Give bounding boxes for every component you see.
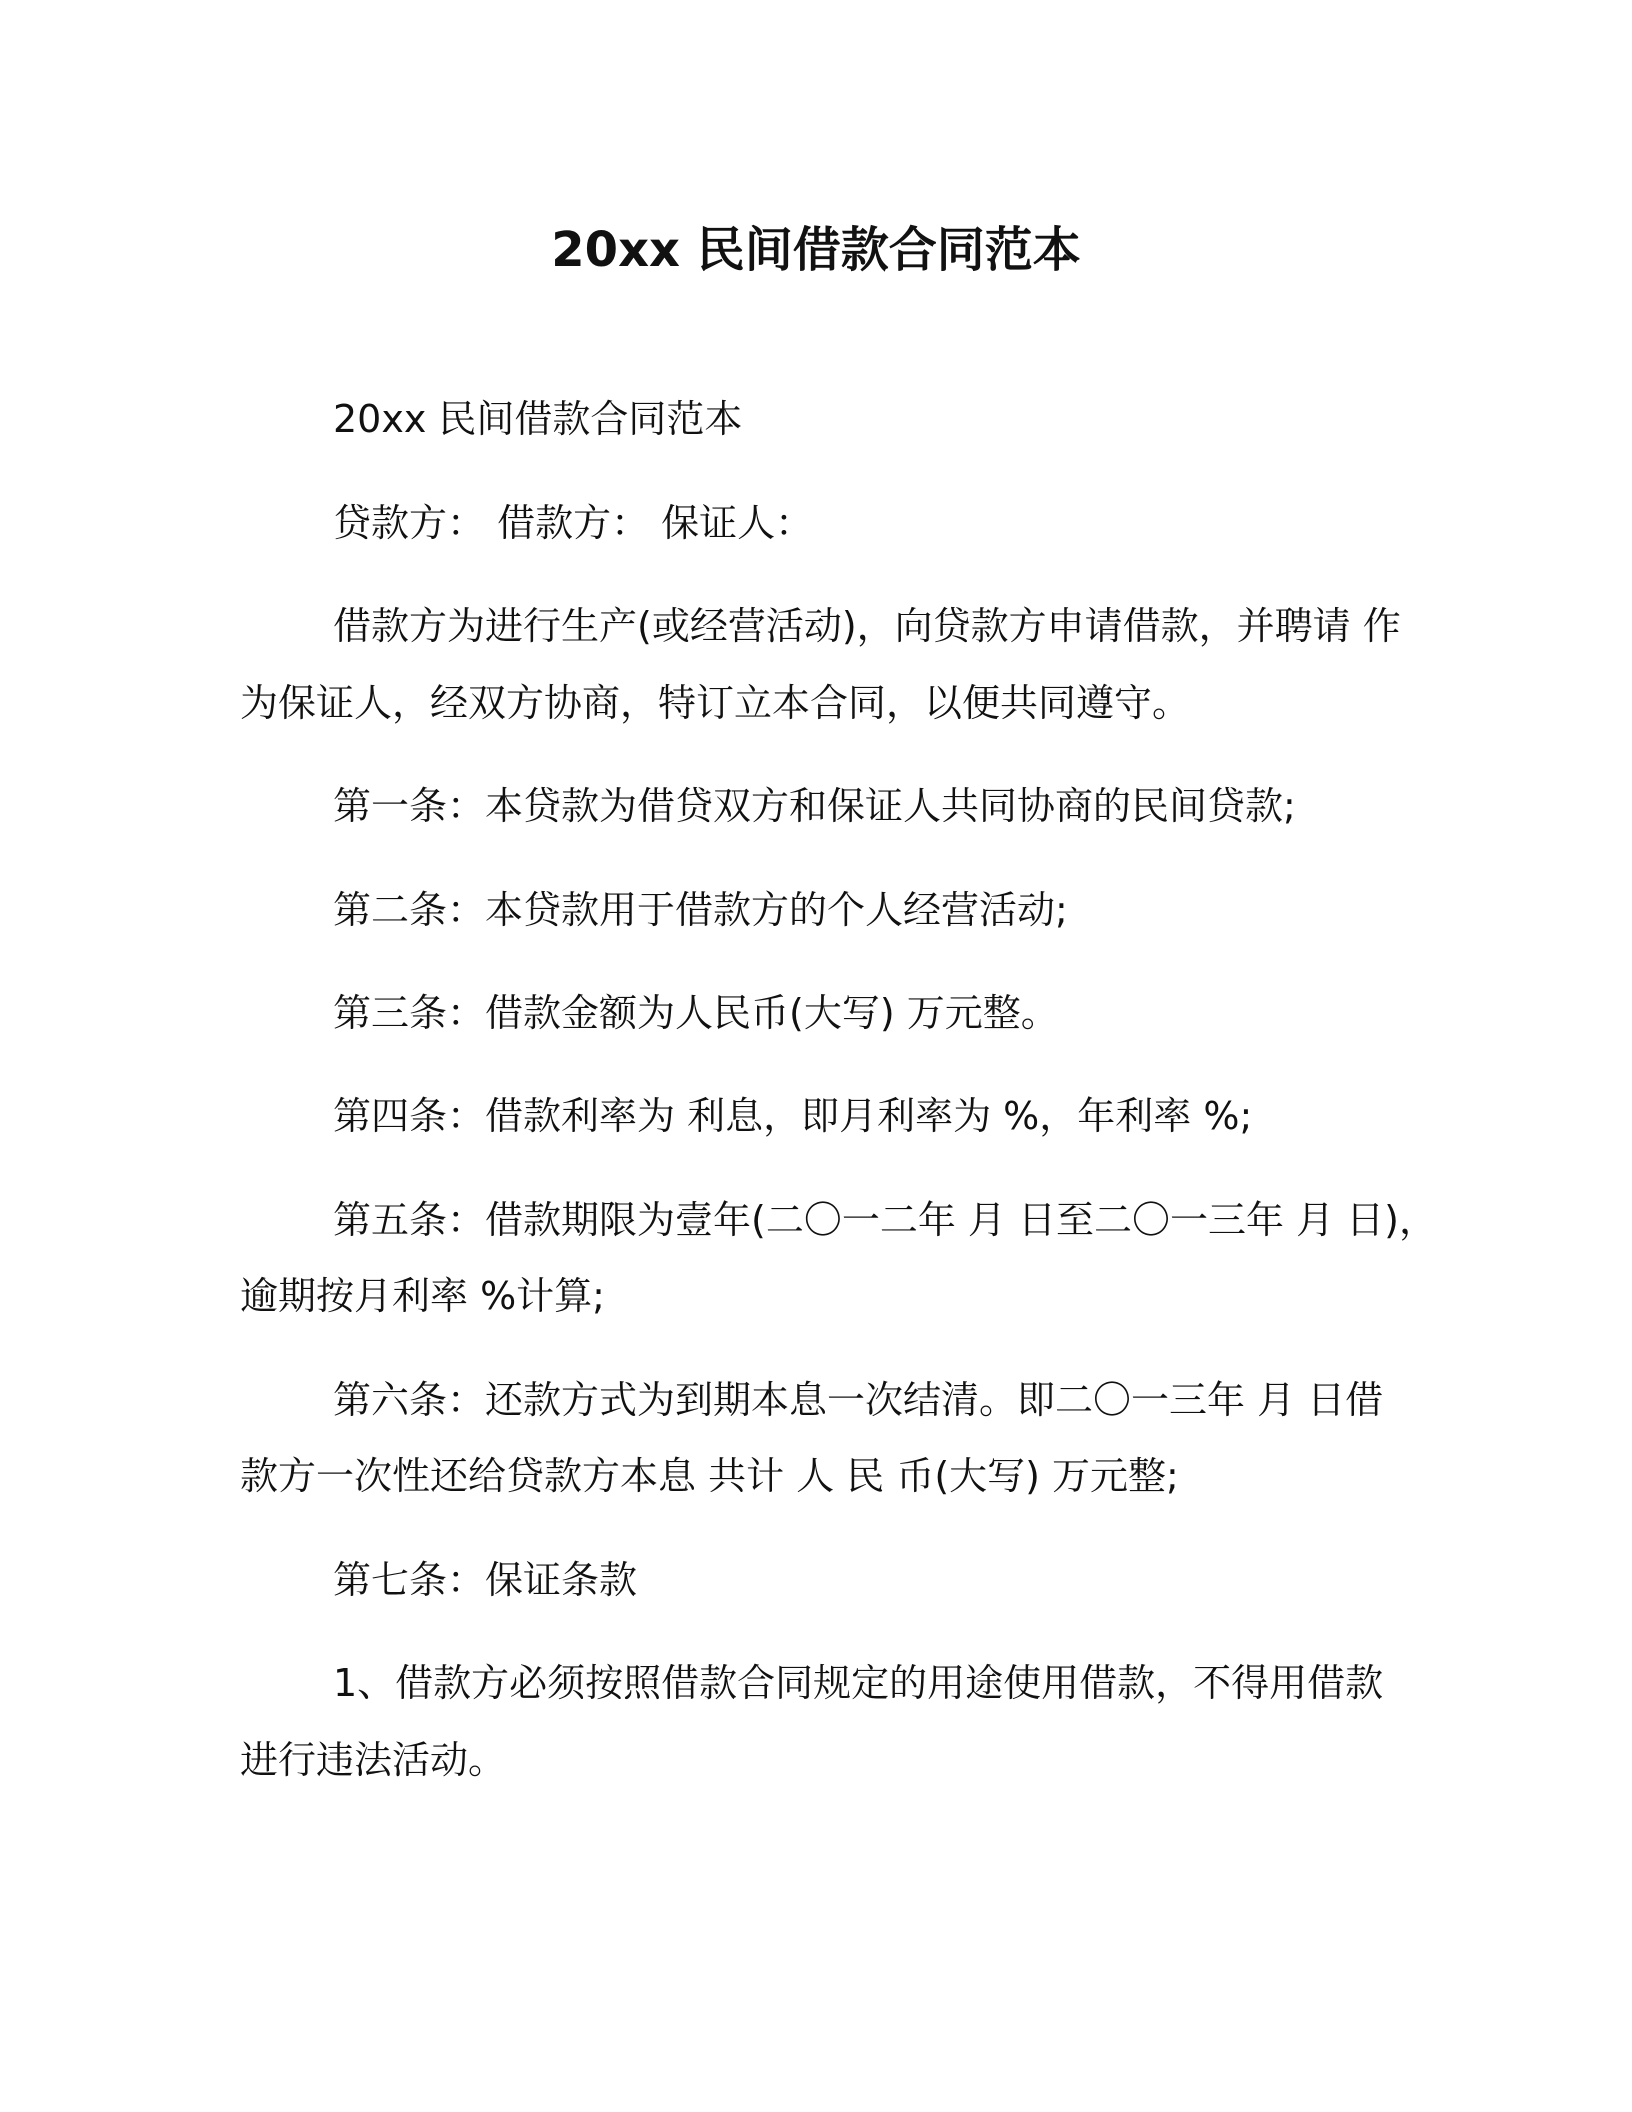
article-6-line-2: 款方一次性还给贷款方本息 共计 人 民 币(大写) 万元整; (240, 1454, 1179, 1498)
article-7-heading: 第七条：保证条款 (333, 1558, 638, 1602)
article-6-line-1: 第六条：还款方式为到期本息一次结清。即二〇一三年 月 日借 (333, 1378, 1384, 1422)
article-1-line: 第一条：本贷款为借贷双方和保证人共同协商的民间贷款; (333, 784, 1296, 828)
article-5-line-1: 第五条：借款期限为壹年(二〇一二年 月 日至二〇一三年 月 日)， (333, 1198, 1437, 1242)
article-2-line: 第二条：本贷款用于借款方的个人经营活动; (333, 888, 1068, 932)
document-title: 20xx 民间借款合同范本 (551, 222, 1081, 278)
preamble-line-2: 为保证人，经双方协商，特订立本合同，以便共同遵守。 (240, 681, 1191, 725)
article-4-line: 第四条：借款利率为 利息，即月利率为 %，年利率 %; (333, 1094, 1253, 1138)
article-5-line-2: 逾期按月利率 %计算; (240, 1274, 605, 1318)
parties-line: 贷款方： 借款方： 保证人： (333, 501, 814, 545)
clause-1-line-2: 进行违法活动。 (240, 1738, 507, 1782)
article-3-line: 第三条：借款金额为人民币(大写) 万元整。 (333, 991, 1059, 1035)
subtitle-line: 20xx 民间借款合同范本 (333, 397, 743, 441)
preamble-line-1: 借款方为进行生产(或经营活动)，向贷款方申请借款，并聘请 作 (333, 604, 1401, 648)
clause-1-line-1: 1、借款方必须按照借款合同规定的用途使用借款，不得用借款 (333, 1661, 1384, 1705)
